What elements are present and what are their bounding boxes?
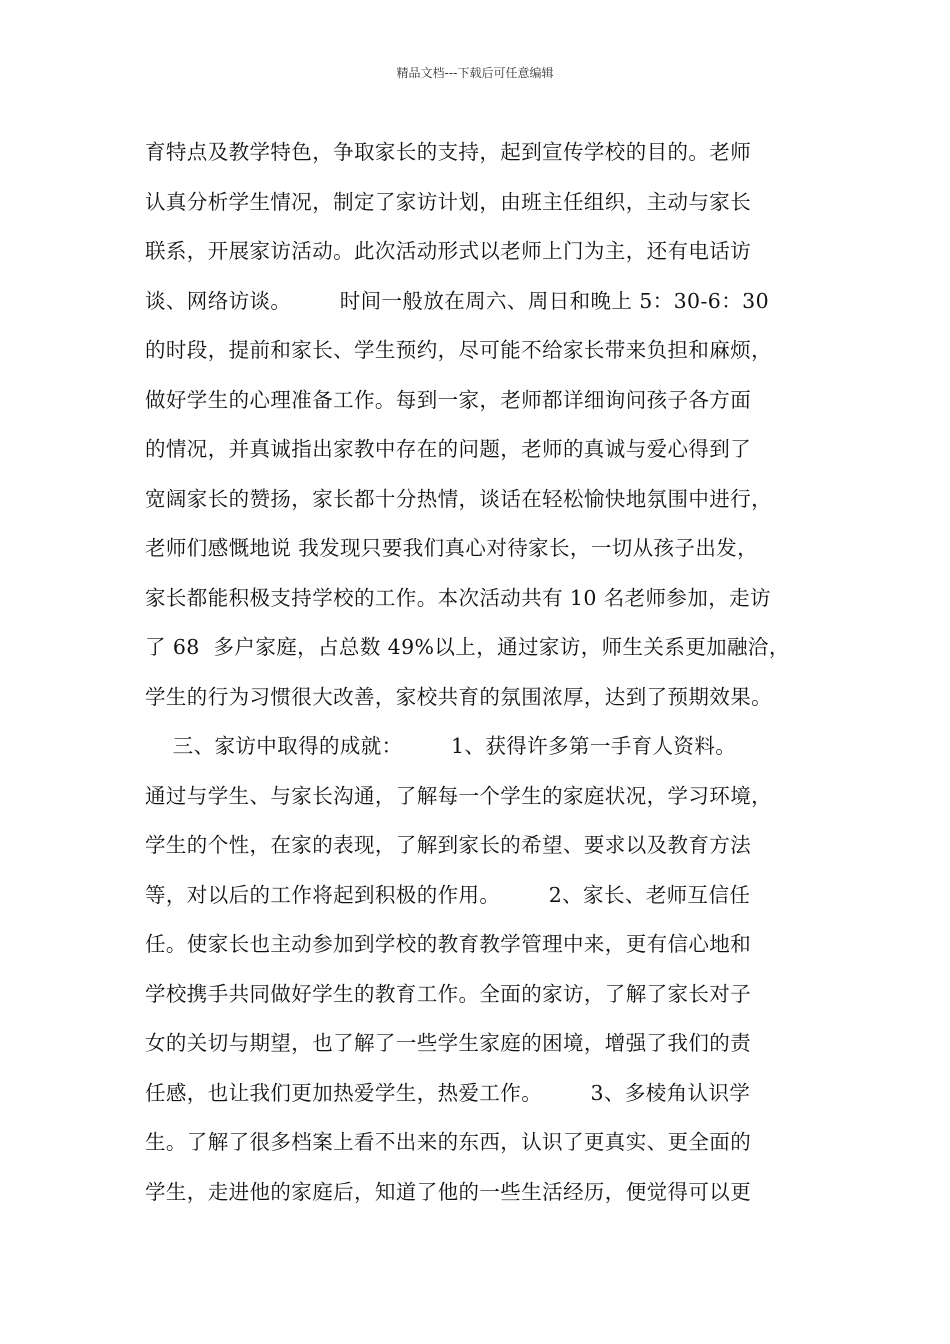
text-line: 做好学生的心理准备工作。每到一家，老师都详细询问孩子各方面 — [145, 387, 752, 412]
text-line: 学校携手共同做好学生的教育工作。全面的家访，了解了家长对子 — [145, 981, 752, 1006]
text-line: 认真分析学生情况，制定了家访计划，由班主任组织，主动与家长 — [145, 189, 752, 214]
text-line: 了 68 多户家庭，占总数 49%以上，通过家访，师生关系更加融洽， — [145, 635, 790, 659]
text-line: 宽阔家长的赞扬，家长都十分热情，谈话在轻松愉快地氛围中进行， — [145, 486, 772, 511]
text-line: 的情况，并真诚指出家教中存在的问题，老师的真诚与爱心得到了 — [145, 437, 752, 461]
text-line: 谈、网络访谈。 时间一般放在周六、周日和晚上 5：30-6：30 — [145, 288, 770, 313]
text-line: 学生的行为习惯很大改善，家校共育的氛围浓厚，达到了预期效果。 — [145, 684, 772, 709]
section-heading-line: 三、家访中取得的成就： 1、获得许多第一手育人资料。 — [145, 734, 737, 758]
text-line: 联系，开展家访活动。此次活动形式以老师上门为主，还有电话访 — [145, 239, 752, 263]
text-line: 任感，也让我们更加热爱学生，热爱工作。 3、多棱角认识学 — [145, 1080, 751, 1105]
text-line: 女的关切与期望，也了解了一些学生家庭的困境，增强了我们的责 — [145, 1031, 752, 1055]
text-line: 育特点及教学特色，争取家长的支持，起到宣传学校的目的。老师 — [145, 140, 752, 164]
text-line: 老师们感慨地说 我发现只要我们真心对待家长，一切从孩子出发， — [145, 536, 759, 560]
text-line: 等，对以后的工作将起到积极的作用。 2、家长、老师互信任 — [145, 882, 751, 907]
text-line: 学生，走进他的家庭后，知道了他的一些生活经历，便觉得可以更 — [145, 1179, 752, 1204]
text-line: 通过与学生、与家长沟通，了解每一个学生的家庭状况，学习环境， — [145, 783, 772, 808]
text-line: 生。了解了很多档案上看不出来的东西，认识了更真实、更全面的 — [145, 1130, 752, 1154]
text-line: 任。使家长也主动参加到学校的教育教学管理中来，更有信心地和 — [145, 932, 752, 956]
page-header: 精品文档---下载后可任意编辑 — [396, 66, 554, 80]
text-line: 家长都能积极支持学校的工作。本次活动共有 10 名老师参加，走访 — [145, 585, 771, 610]
text-line: 的时段，提前和家长、学生预约，尽可能不给家长带来负担和麻烦， — [145, 338, 772, 362]
text-line: 学生的个性，在家的表现，了解到家长的希望、要求以及教育方法 — [145, 833, 752, 857]
document-body — [145, 128, 825, 1217]
